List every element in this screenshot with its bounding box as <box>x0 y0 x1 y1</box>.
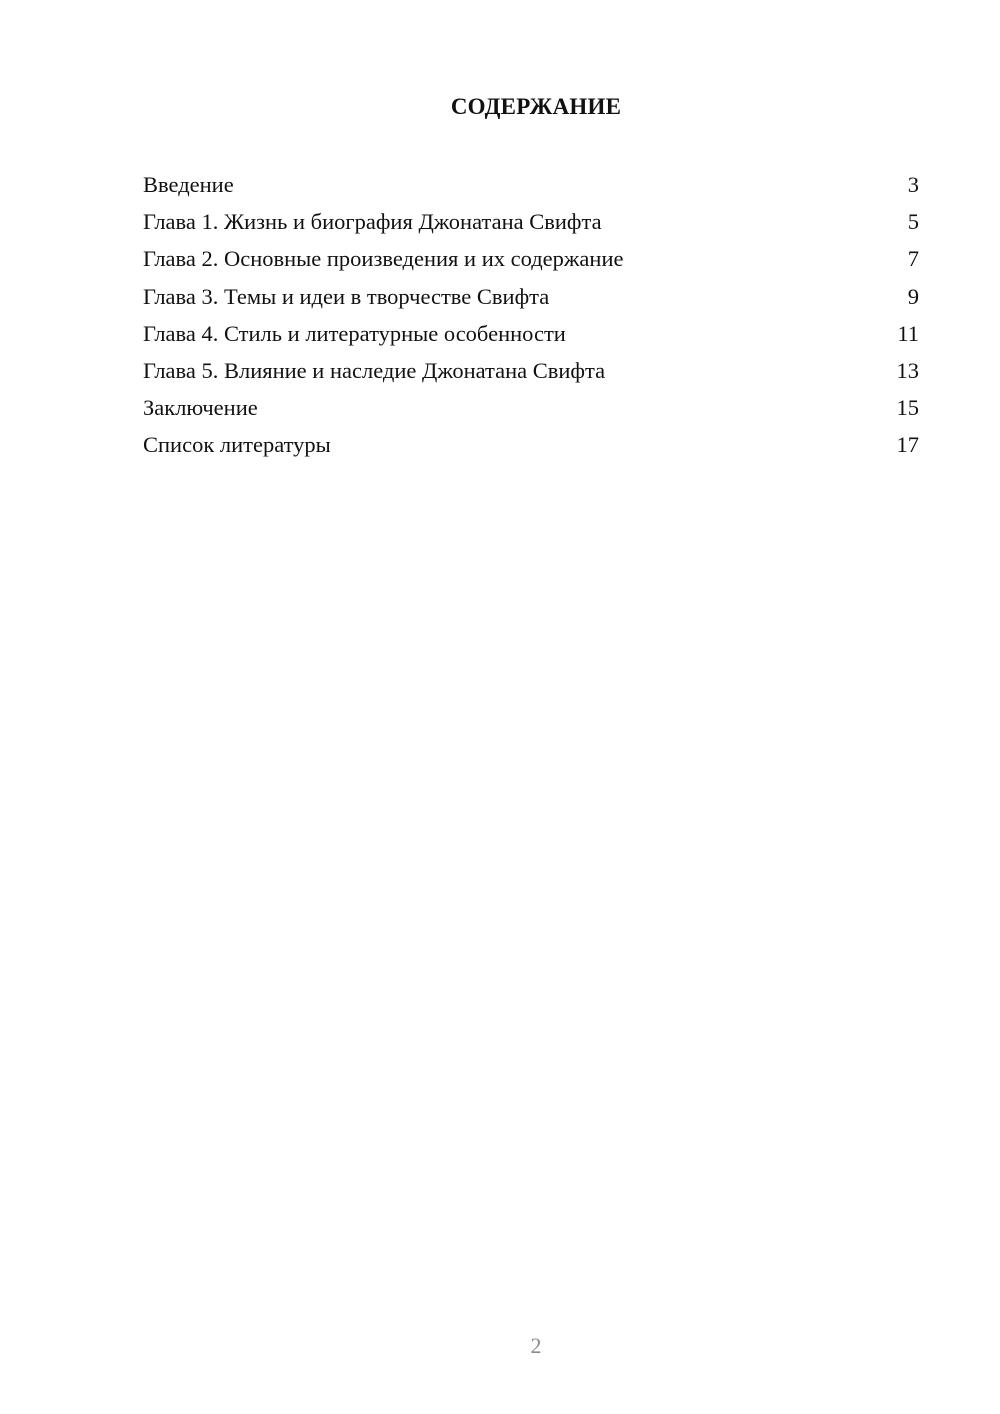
toc-entry-chapter-2 <box>143 240 919 277</box>
toc-entry-label: Глава 1. Жизнь и биография Джонатана Свифта <box>143 209 602 235</box>
toc-entry-references <box>143 426 919 463</box>
toc-entry-label: Глава 4. Стиль и литературные особенности <box>143 320 566 346</box>
page-number: 2 <box>530 1333 542 1358</box>
toc-entry-page: 9 <box>907 283 919 309</box>
toc-entry-chapter-4 <box>143 315 919 352</box>
toc-entry-label: Глава 3. Темы и идеи в творчестве Свифта <box>143 283 550 309</box>
toc-entry-page: 13 <box>896 357 919 383</box>
toc-entry-page: 15 <box>896 395 919 421</box>
table-of-contents <box>143 166 919 464</box>
toc-entry-introduction <box>143 166 919 203</box>
toc-entry-label: Введение <box>143 172 234 197</box>
toc-entry-page: 11 <box>897 320 919 346</box>
toc-entry-label: Заключение <box>143 395 258 421</box>
toc-entry-page: 5 <box>907 209 919 235</box>
toc-entry-chapter-5 <box>143 352 919 389</box>
toc-entry-label: Глава 5. Влияние и наследие Джонатана Свифта <box>143 357 606 383</box>
toc-entry-page: 3 <box>907 172 919 197</box>
toc-entry-page: 7 <box>907 246 919 272</box>
page-title: СОДЕРЖАНИЕ <box>450 94 622 119</box>
toc-entry-conclusion <box>143 389 919 426</box>
toc-entry-page: 17 <box>896 432 919 458</box>
toc-entry-chapter-1 <box>143 203 919 240</box>
toc-entry-label: Список литературы <box>143 432 331 458</box>
toc-entry-chapter-3 <box>143 278 919 315</box>
toc-entry-label: Глава 2. Основные произведения и их содержание <box>143 246 624 272</box>
